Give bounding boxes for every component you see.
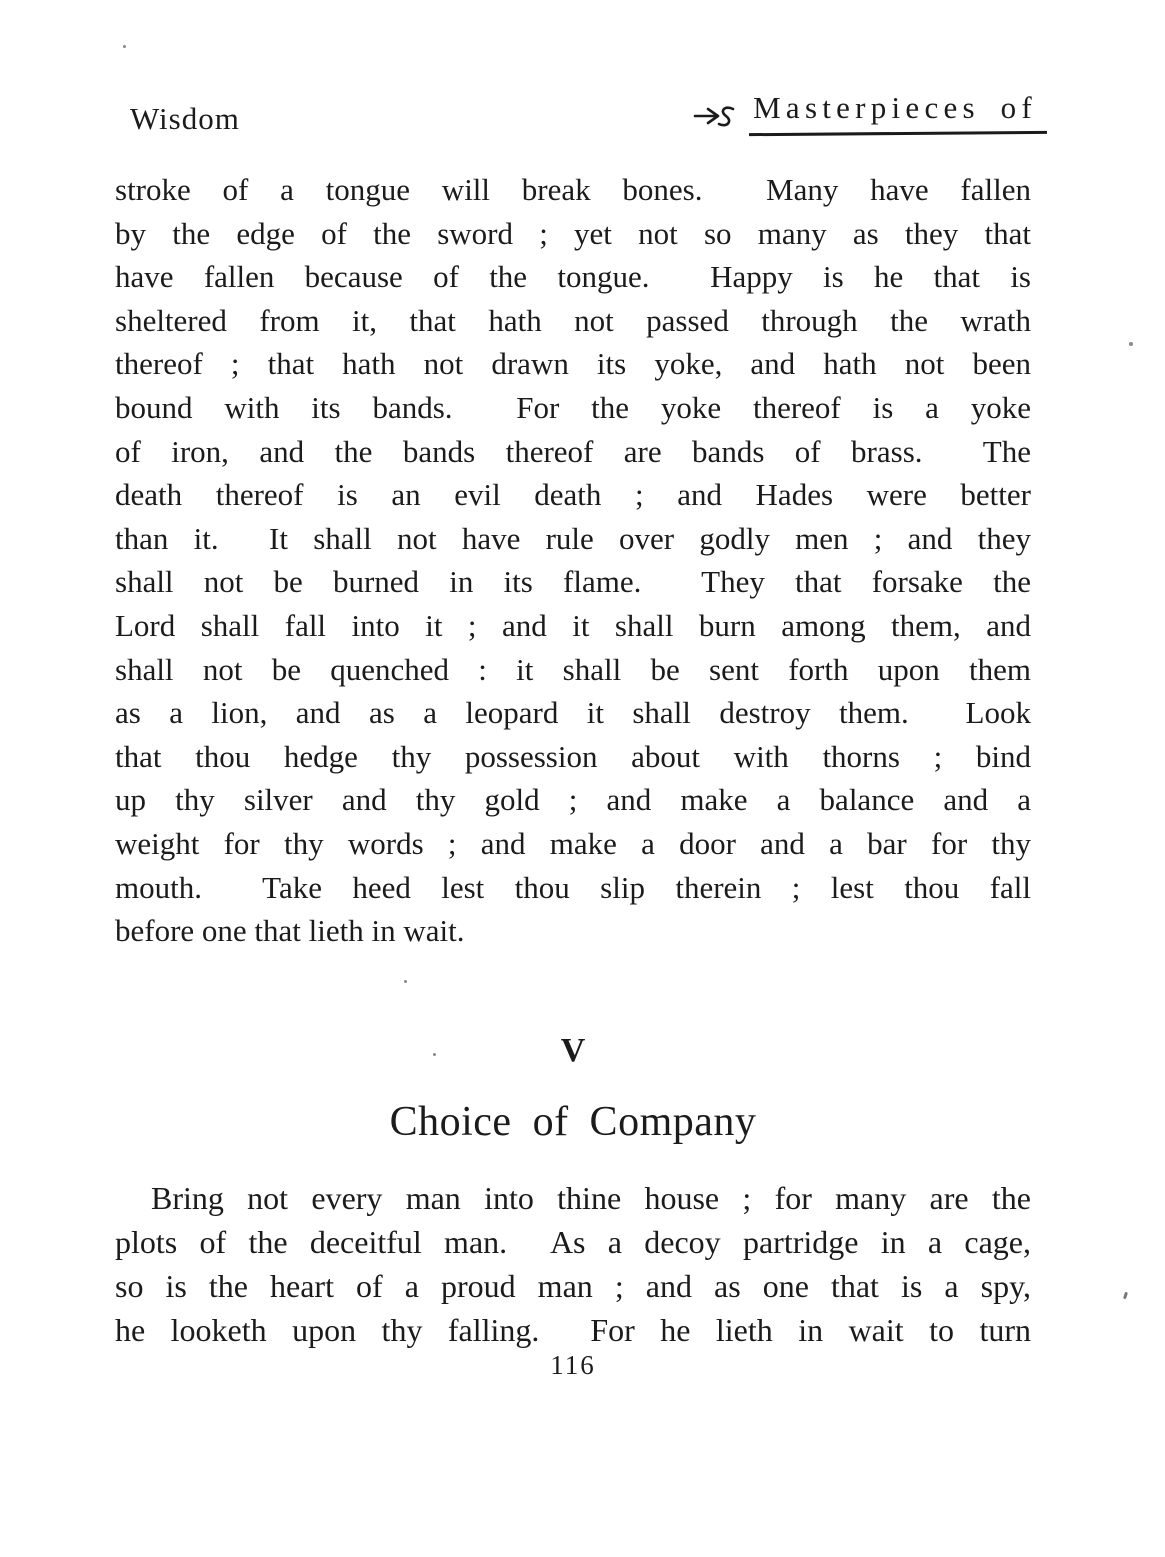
text-line: of iron, and the bands thereof are bands of brass. The — [115, 433, 1031, 469]
text-line: up thy silver and thy gold ; and make a balance and a — [115, 782, 1031, 818]
text-line: sheltered from it, that hath not passed through the wrath — [115, 302, 1031, 338]
text-line: shall not be quenched : it shall be sent forth upon them — [115, 651, 1031, 687]
scan-speck — [123, 45, 126, 48]
text-line: by the edge of the sword ; yet not so many as they that — [115, 215, 1031, 251]
text-line: mouth. Take heed lest thou slip therein ; lest thou fall — [115, 869, 1031, 905]
scan-speck — [433, 1053, 436, 1056]
section-number: V — [560, 1032, 586, 1069]
text-line: that thou hedge thy possession about with thorns ; bind — [115, 738, 1031, 774]
paragraph-1 — [115, 168, 1031, 953]
text-line: than it. It shall not have rule over godly men ; and they — [115, 520, 1031, 556]
running-head-left: Wisdom — [130, 100, 240, 136]
text-line: so is the heart of a proud man ; and as one that is a spy, — [115, 1268, 1031, 1304]
text-line: Lord shall fall into it ; and it shall burn among them, and — [115, 607, 1031, 643]
section-title: Choice of Company — [389, 1099, 757, 1145]
text-line: before one that lieth in wait. — [115, 913, 465, 949]
scan-speck — [1123, 1292, 1128, 1300]
text-line: stroke of a tongue will break bones. Many have fallen — [115, 172, 1031, 207]
text-line: death thereof is an evil death ; and Hades were better — [115, 477, 1031, 513]
text-line: Bring not every man into thine house ; for many are the — [151, 1180, 1031, 1216]
running-head-title: Masterpieces of — [753, 90, 1037, 125]
text-line: shall not be burned in its flame. They that forsake the — [115, 564, 1031, 600]
arrow-fleuron-icon — [693, 101, 739, 129]
text-line: he looketh upon thy falling. For he lieth in wait to turn — [115, 1312, 1031, 1348]
text-line: have fallen because of the tongue. Happy is he that is — [115, 259, 1031, 295]
scan-speck — [1129, 342, 1133, 346]
running-head — [130, 90, 1037, 137]
text-line: weight for thy words ; and make a door and a bar for thy — [115, 825, 1031, 861]
text-line: as a lion, and as a leopard it shall destroy them. Look — [115, 695, 1031, 731]
page-number: 116 — [550, 1350, 596, 1380]
text-line: plots of the deceitful man. As a decoy partridge in a cage, — [115, 1224, 1031, 1260]
running-head-title-underline — [753, 90, 1037, 135]
text-line: bound with its bands. For the yoke thereof is a yoke — [115, 389, 1031, 425]
paragraph-2 — [115, 1176, 1031, 1352]
text-line: thereof ; that hath not drawn its yoke, and hath not been — [115, 346, 1031, 382]
running-head-right — [693, 90, 1037, 135]
scan-speck — [404, 980, 407, 983]
